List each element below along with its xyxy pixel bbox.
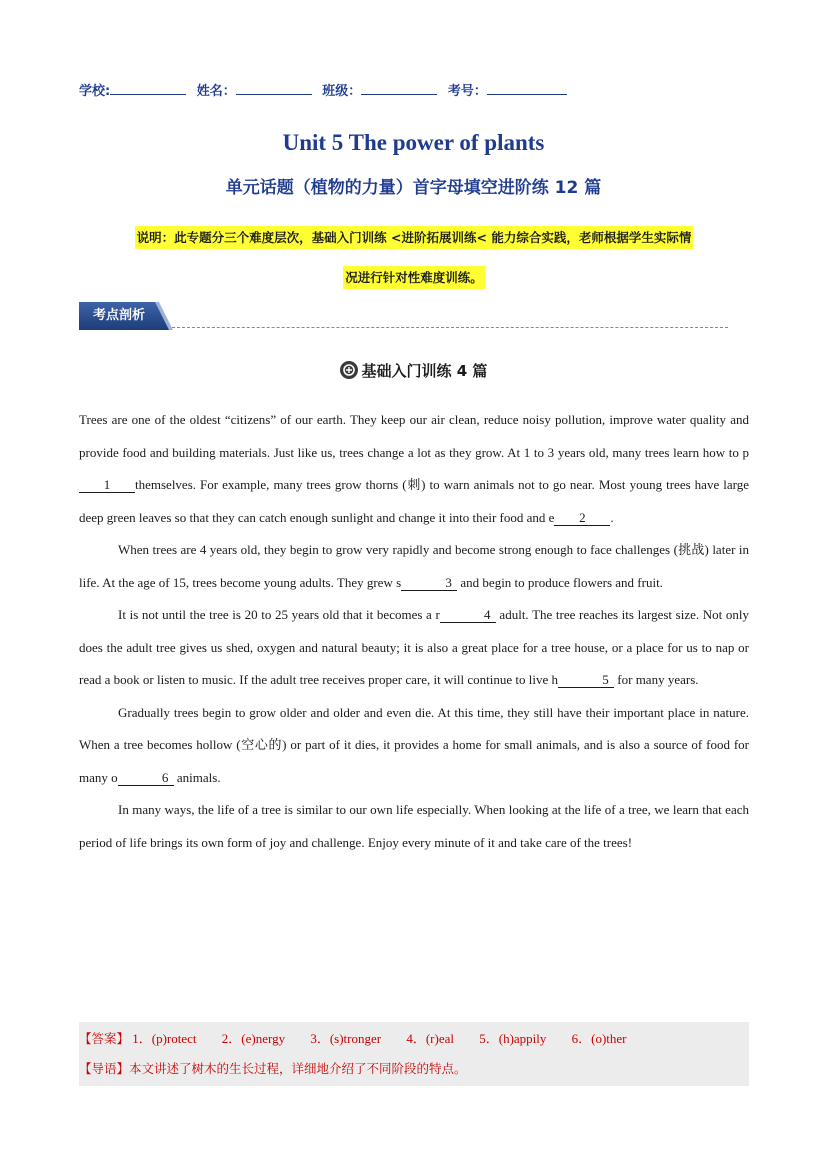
- blank-5[interactable]: 5: [558, 673, 614, 688]
- p1-text-b: themselves. For example, many trees grow thorns (刺) to warn animals not to go near. Most young trees have large deep green leaves so that they can catch enough sunlight and change it into their food and e: [79, 477, 749, 525]
- answer-item: 1．(p)rotect: [132, 1031, 197, 1046]
- name-label: 姓名：: [196, 84, 236, 99]
- answer-item: 2．(e)nergy: [221, 1031, 286, 1046]
- instruction-note: [79, 218, 749, 298]
- class-blank[interactable]: [361, 81, 437, 95]
- answer-item: 3．(s)tronger: [310, 1031, 382, 1046]
- p4-text-a: Gradually trees begin to grow older and older and even die. At this time, they still have their important place in nature. When a tree becomes hollow (空心的) or part of it dies, it provides a home for small animals, and is also a source of food for many o: [79, 704, 749, 785]
- p2-text-a: When trees are 4 years old, they begin to grow very rapidly and become strong enough to face challenges (挑战) later in life. At the age of 15, trees become young adults. They grew s: [79, 542, 749, 590]
- school-label: 学校:: [79, 84, 111, 99]
- paragraph-2: [79, 534, 749, 599]
- guide-text: 本文讲述了树木的生长过程，详细地介绍了不同阶段的特点。: [129, 1061, 467, 1076]
- blank-2[interactable]: 2: [554, 511, 610, 526]
- blank-4[interactable]: 4: [440, 608, 496, 623]
- paragraph-3: [79, 599, 749, 697]
- answer-box: [79, 1022, 749, 1086]
- paragraph-4: [79, 697, 749, 795]
- paragraph-5: In many ways, the life of a tree is similar to our own life especially. When looking at the life of a tree, we learn that each period of life brings its own form of joy and challenge. Enjoy every minute of it and take care of the trees!: [79, 802, 749, 850]
- p1-text-a: Trees are one of the oldest “citizens” of our earth. They keep our air clean, reduce noisy pollution, improve water quality and provide food and building materials. Just like us, trees change a lot as they grow. At 1 to 3 years old, many trees learn how to p: [79, 412, 749, 460]
- student-info-row: [79, 80, 679, 100]
- p4-text-b: animals.: [173, 769, 221, 785]
- p2-text-b: and begin to produce flowers and fruit.: [457, 574, 663, 590]
- p3-text-b: adult. The tree reaches its largest size. Not only does the adult tree gives us shed, oxygen and natural beauty; it is also a great place for a tree house, or a place for us to nap or read a book or listen to music. If the adult tree receives proper care, it will continue to live h: [79, 607, 749, 687]
- unit-title: Unit 5 The power of plants: [282, 130, 545, 155]
- section-tag-label: 考点剖析: [92, 308, 145, 323]
- paragraph-1: [79, 404, 749, 534]
- guide-row: [79, 1055, 467, 1083]
- guide-label: 【导语】: [79, 1061, 130, 1076]
- note-line-1: 说明：此专题分三个难度层次，基础入门训练 <进阶拓展训练< 能力综合实践，老师根据学生实际情: [135, 226, 694, 249]
- answer-label: 【答案】: [79, 1031, 130, 1046]
- answer-item: 5．(h)appily: [479, 1031, 547, 1046]
- class-label: 班级：: [322, 84, 362, 99]
- p3-text-c: for many years.: [614, 672, 699, 687]
- p1-text-c: .: [610, 509, 614, 525]
- note-line-2: 况进行针对性难度训练。: [343, 266, 485, 289]
- blank-6[interactable]: 6: [118, 771, 174, 786]
- section-tag: [79, 302, 173, 330]
- answer-item: 4．(r)eal: [406, 1031, 454, 1046]
- level-badge-icon: [340, 361, 358, 379]
- school-blank[interactable]: [110, 81, 186, 95]
- exam-number-blank[interactable]: [487, 81, 567, 95]
- answer-row: [79, 1025, 649, 1053]
- p3-text-a: It is not until the tree is 20 to 25 years old that it becomes a r: [118, 607, 440, 622]
- blank-1[interactable]: 1: [79, 478, 135, 493]
- blank-3[interactable]: 3: [401, 576, 457, 591]
- exam-number-label: 考号：: [447, 84, 487, 99]
- level-heading: [0, 360, 827, 381]
- level-heading-text: 基础入门训练 4 篇: [361, 362, 488, 380]
- reading-passage: [79, 404, 749, 859]
- name-blank[interactable]: [236, 81, 312, 95]
- unit-subtitle: 单元话题（植物的力量）首字母填空进阶练 12 篇: [225, 178, 602, 198]
- answer-item: 6．(o)ther: [571, 1031, 627, 1046]
- section-divider: [172, 327, 728, 328]
